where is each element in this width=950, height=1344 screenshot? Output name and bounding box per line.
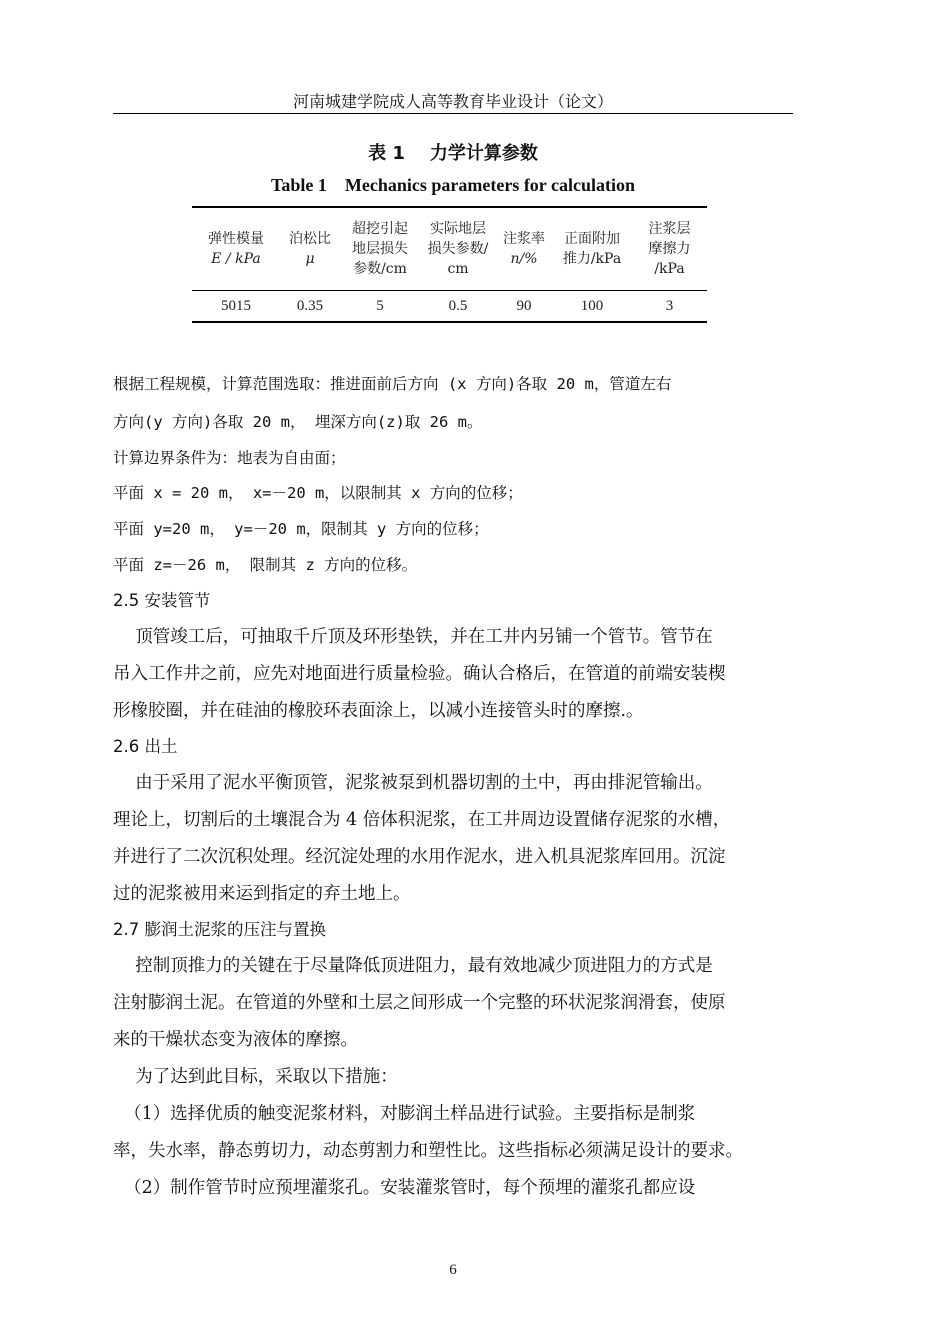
- header-text: n/%: [510, 251, 538, 267]
- header-text: 参数/cm: [353, 261, 407, 277]
- body-text-line: 平面 z=－26 m， 限制其 z 方向的位移。: [113, 556, 418, 574]
- table-cell: 100: [580, 297, 604, 314]
- table-caption-cn: 表 1 力学计算参数: [368, 143, 538, 164]
- paragraph-line: 并进行了二次沉积处理。经沉淀处理的水用作泥水，进入机具泥浆库回用。沉淀: [113, 847, 726, 867]
- paragraph-line: 形橡胶圈，并在硅油的橡胶环表面涂上，以减小连接管头时的摩擦.。: [113, 701, 644, 721]
- header-cell-thrust: [552, 207, 632, 291]
- header-cell-grouting-rate: [496, 207, 552, 291]
- header-cell-friction: [632, 207, 707, 291]
- section-heading: 2.7 膨润土泥浆的压注与置换: [113, 920, 326, 939]
- table-row: [192, 291, 707, 323]
- table-caption-en: Table 1 Mechanics parameters for calculation: [271, 175, 635, 195]
- header-text: /kPa: [654, 261, 685, 277]
- paragraph-line: 过的泥浆被用来运到指定的弃土地上。: [113, 884, 411, 904]
- paragraph-line: 控制顶推力的关键在于尽量降低顶进阻力，最有效地减少顶进阻力的方式是: [113, 956, 713, 976]
- header-text: 损失参数/: [427, 241, 489, 257]
- section-heading: 2.6 出土: [113, 737, 178, 756]
- table-cell: 90: [516, 297, 532, 314]
- header-text: 地层损失: [352, 241, 408, 257]
- header-text: μ: [305, 251, 315, 267]
- table-cell: 3: [665, 297, 674, 314]
- paragraph-line: （2）制作管节时应预埋灌浆孔。安装灌浆管时，每个预埋的灌浆孔都应设: [113, 1178, 696, 1198]
- header-text: 弹性模量: [208, 231, 264, 247]
- table-cell: 0.35: [296, 297, 324, 314]
- header-cell-poisson: [280, 207, 340, 291]
- paragraph-line: 为了达到此目标，采取以下措施：: [113, 1067, 398, 1087]
- body-text-line: 方向(y 方向)各取 20 m， 埋深方向(z)取 26 m。: [113, 413, 483, 431]
- paragraph-line: 来的干燥状态变为液体的摩擦。: [113, 1030, 358, 1050]
- paragraph-line: 率，失水率，静态剪切力，动态剪割力和塑性比。这些指标必须满足设计的要求。: [113, 1141, 743, 1161]
- header-text: 注浆率: [503, 231, 545, 247]
- body-text-line: 计算边界条件为：地表为自由面；: [113, 449, 346, 467]
- header-text: 注浆层: [648, 221, 691, 237]
- header-cell-ground-loss: [420, 207, 496, 291]
- header-text: 实际地层: [430, 221, 486, 237]
- header-text: 推力/kPa: [562, 251, 622, 267]
- paragraph-line: 吊入工作井之前，应先对地面进行质量检验。确认合格后，在管道的前端安装楔: [113, 664, 726, 684]
- page-number: 6: [449, 1262, 457, 1278]
- table-cell: 5: [376, 297, 384, 314]
- header-text: 超挖引起: [352, 221, 408, 237]
- table-cell: 0.5: [448, 297, 468, 314]
- paragraph-line: 注射膨润土泥。在管道的外壁和土层之间形成一个完整的环状泥浆润滑套，使原: [113, 993, 726, 1013]
- header-text: 摩擦力: [648, 241, 691, 257]
- header-cell-modulus: [192, 207, 280, 291]
- header-text: 正面附加: [564, 231, 620, 247]
- page-header: 河南城建学院成人高等教育毕业设计（论文）: [292, 92, 613, 111]
- body-text-line: 平面 y=20 m， y=－20 m，限制其 y 方向的位移；: [113, 520, 489, 538]
- paragraph-line: 顶管竣工后，可抽取千斤顶及环形垫铁，并在工井内另铺一个管节。管节在: [113, 627, 713, 647]
- paragraph-line: 由于采用了泥水平衡顶管，泥浆被泵到机器切割的土中，再由排泥管输出。: [113, 773, 713, 793]
- body-text-line: 平面 x = 20 m， x=－20 m，以限制其 x 方向的位移；: [113, 484, 523, 502]
- body-text-line: 根据工程规模，计算范围选取：推进面前后方向 (x 方向)各取 20 m，管道左右: [113, 375, 672, 393]
- table-cell: 5015: [221, 297, 251, 314]
- header-text: E / kPa: [211, 251, 261, 267]
- header-rule: [113, 113, 793, 114]
- header-cell-overexcavation: [340, 207, 420, 291]
- header-text: cm: [447, 261, 469, 277]
- table-header-row: [192, 207, 707, 291]
- parameters-table: [192, 206, 707, 323]
- paragraph-line: （1）选择优质的触变泥浆材料，对膨润土样品进行试验。主要指标是制浆: [113, 1104, 696, 1124]
- paragraph-line: 理论上，切割后的土壤混合为 4 倍体积泥浆，在工井周边设置储存泥浆的水槽，: [113, 810, 731, 830]
- section-heading: 2.5 安装管节: [113, 591, 211, 610]
- header-text: 泊松比: [289, 231, 331, 247]
